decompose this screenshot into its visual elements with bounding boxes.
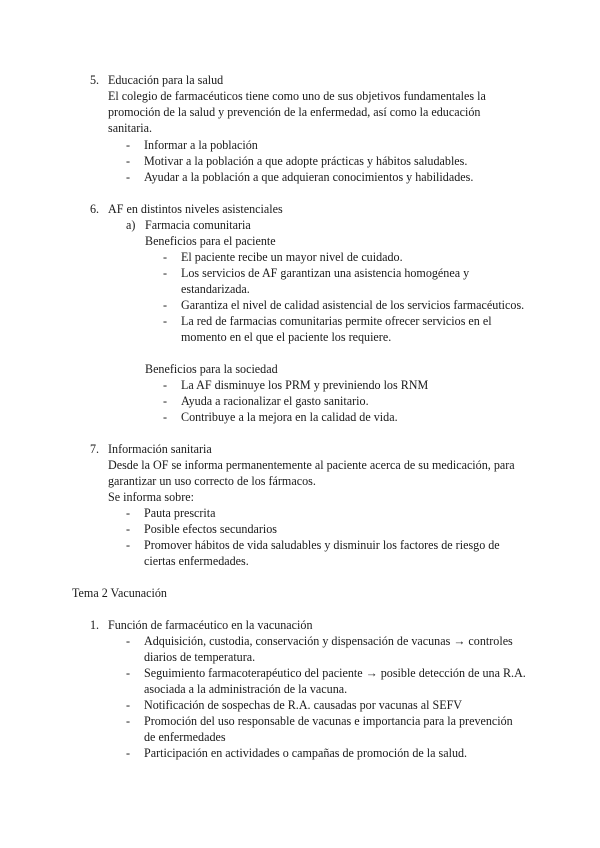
bullet-dash: - xyxy=(163,298,168,312)
section-7-informs-label: Se informa sobre: xyxy=(108,490,194,504)
vaccination-bullet-continuation: diarios de temperatura. xyxy=(144,650,256,664)
section-7-bullet: Pauta prescrita xyxy=(144,506,216,520)
section-7-paragraph-line: Desde la OF se informa permanentemente al paciente acerca de su medicación, para xyxy=(108,458,515,472)
subsection-heading: Farmacia comunitaria xyxy=(145,218,251,232)
vaccination-bullet: Participación en actividades o campañas de promoción de la salud. xyxy=(144,746,468,760)
subsection-marker: a) xyxy=(126,218,136,232)
bullet-dash: - xyxy=(163,378,168,392)
section-5-paragraph-line: sanitaria. xyxy=(108,121,152,135)
vaccination-bullet-continuation: asociada a la administración de la vacuna. xyxy=(144,682,348,696)
bullet-dash: - xyxy=(126,746,131,760)
bullet-dash: - xyxy=(126,170,131,184)
patient-benefit-bullet: Garantiza el nivel de calidad asistencial de los servicios farmacéuticos. xyxy=(181,298,525,312)
vaccination-bullet: Promoción del uso responsable de vacunas e importancia para la prevención xyxy=(144,714,513,728)
section-5-bullet: Ayudar a la población a que adquieran conocimientos y habilidades. xyxy=(144,170,474,184)
bullet-dash: - xyxy=(126,714,131,728)
section-5-heading: Educación para la salud xyxy=(108,73,224,87)
patient-benefit-bullet-continuation: momento en el que el paciente los requiere. xyxy=(181,330,392,344)
bullet-dash: - xyxy=(126,698,131,712)
section-5-number: 5. xyxy=(90,73,100,87)
bullet-dash: - xyxy=(126,666,131,680)
section-7-paragraph-line: garantizar un uso correcto de los fármacos. xyxy=(108,474,316,488)
section-5-bullet: Motivar a la población a que adopte prácticas y hábitos saludables. xyxy=(144,154,468,168)
bullet-dash: - xyxy=(163,266,168,280)
patient-benefits-title: Beneficios para el paciente xyxy=(145,234,276,248)
section-7-number: 7. xyxy=(90,442,100,456)
section-7-heading: Información sanitaria xyxy=(108,442,212,456)
tema-2-item-heading: Función de farmacéutico en la vacunación xyxy=(108,618,313,632)
bullet-dash: - xyxy=(163,410,168,424)
patient-benefit-bullet-continuation: estandarizada. xyxy=(181,282,250,296)
tema-2-title: Tema 2 Vacunación xyxy=(72,586,167,600)
tema-2-item-number: 1. xyxy=(90,618,100,632)
bullet-dash: - xyxy=(126,522,131,536)
section-6-heading: AF en distintos niveles asistenciales xyxy=(108,202,283,216)
bullet-dash: - xyxy=(126,138,131,152)
bullet-dash: - xyxy=(126,538,131,552)
vaccination-bullet: Adquisición, custodia, conservación y dispensación de vacunas → controles xyxy=(144,634,513,648)
section-7-bullet-continuation: ciertas enfermedades. xyxy=(144,554,249,568)
bullet-dash: - xyxy=(126,154,131,168)
society-benefit-bullet: La AF disminuye los PRM y previniendo los RNM xyxy=(181,378,429,392)
patient-benefit-bullet: La red de farmacias comunitarias permite ofrecer servicios en el xyxy=(181,314,492,328)
vaccination-bullet-continuation: de enfermedades xyxy=(144,730,226,744)
section-5-bullet: Informar a la población xyxy=(144,138,258,152)
section-5-paragraph-line: promoción de la salud y prevención de la enfermedad, así como la educación xyxy=(108,105,481,119)
patient-benefit-bullet: El paciente recibe un mayor nivel de cuidado. xyxy=(181,250,403,264)
bullet-dash: - xyxy=(126,634,131,648)
society-benefit-bullet: Ayuda a racionalizar el gasto sanitario. xyxy=(181,394,369,408)
section-7-bullet: Promover hábitos de vida saludables y disminuir los factores de riesgo de xyxy=(144,538,500,552)
bullet-dash: - xyxy=(163,394,168,408)
vaccination-bullet: Seguimiento farmacoterapéutico del paciente → posible detección de una R.A. xyxy=(144,666,526,680)
society-benefits-title: Beneficios para la sociedad xyxy=(145,362,278,376)
section-7-bullet: Posible efectos secundarios xyxy=(144,522,277,536)
section-6-number: 6. xyxy=(90,202,100,216)
bullet-dash: - xyxy=(163,314,168,328)
society-benefit-bullet: Contribuye a la mejora en la calidad de vida. xyxy=(181,410,398,424)
section-5-paragraph-line: El colegio de farmacéuticos tiene como uno de sus objetivos fundamentales la xyxy=(108,89,486,103)
patient-benefit-bullet: Los servicios de AF garantizan una asistencia homogénea y xyxy=(181,266,470,280)
bullet-dash: - xyxy=(163,250,168,264)
vaccination-bullet: Notificación de sospechas de R.A. causadas por vacunas al SEFV xyxy=(144,698,463,712)
bullet-dash: - xyxy=(126,506,131,520)
